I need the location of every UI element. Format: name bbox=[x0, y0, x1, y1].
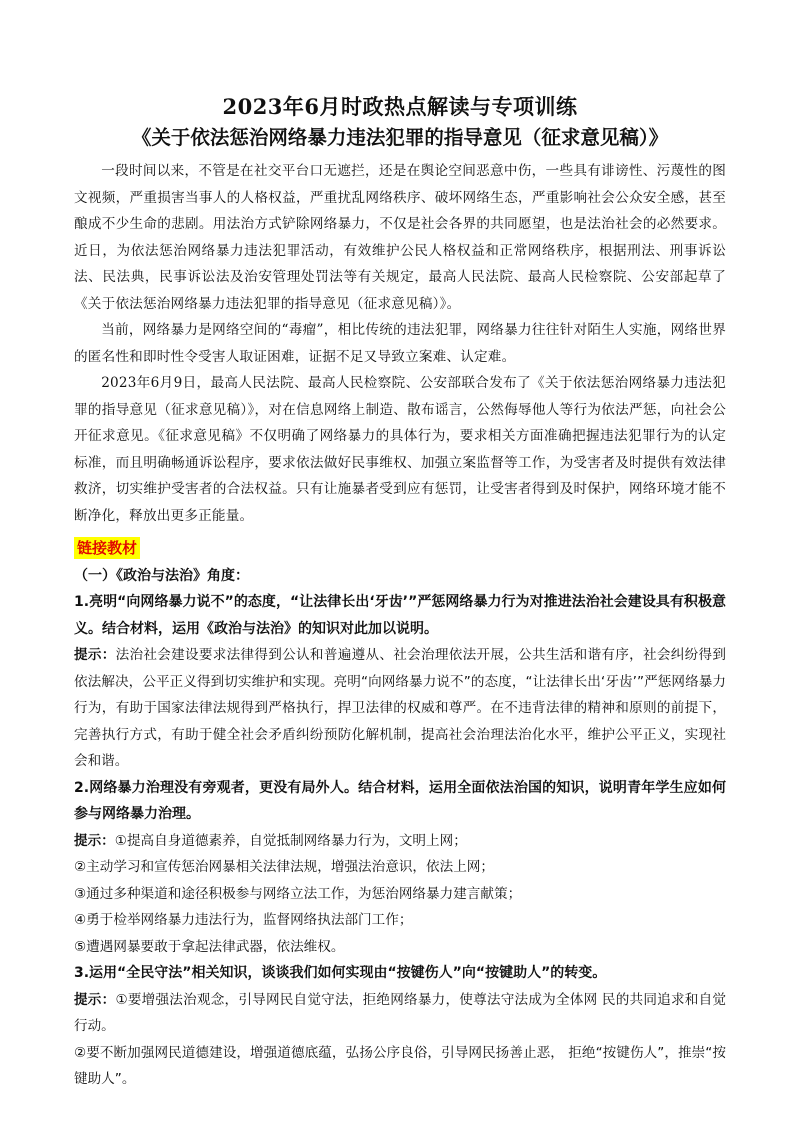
sub-heading: （一）《政治与法治》角度： bbox=[74, 568, 249, 584]
answer-2-item-3: ③通过多种渠道和途径积极参与网络立法工作，为惩治网络暴力建言献策； bbox=[74, 885, 522, 902]
page-title: 2023年6月时政热点解读与专项训练 bbox=[222, 94, 578, 119]
answer-2-item-text: ①提高自身道德素养，自觉抵制网络暴力行为，文明上网； bbox=[114, 832, 467, 849]
tip-label: 提示： bbox=[74, 832, 115, 849]
question-2: 2.网络暴力治理没有旁观者，更没有局外人。结合材料，运用全面依法治国的知识，说明青年学生应如何参与网络暴力治理。 bbox=[74, 779, 726, 822]
answer-3-item-text: ①要增强法治观念，引导网民自觉守法，拒绝网络暴力，使尊法守法成为全体网 民的共同追求和自觉行动。 bbox=[74, 991, 726, 1034]
section-tag: 链接教材 bbox=[74, 537, 140, 559]
answer-1 bbox=[74, 642, 726, 775]
intro-paragraph-2: 当前，网络暴力是网络空间的“毒瘤”，相比传统的违法犯罪，网络暴力往往针对陌生人实施，网络世界的匿名性和即时性令受害人取证困难，证据不足又导致立案难、认定难。 bbox=[74, 322, 726, 365]
answer-2-item-2: ②主动学习和宣传惩治网暴相关法律法规，增强法治意识，依法上网； bbox=[74, 859, 494, 875]
tip-label: 提示： bbox=[74, 991, 116, 1008]
answer-2-item-1 bbox=[74, 828, 726, 855]
answer-2-item-4: ④勇于检举网络暴力违法行为，监督网络执法部门工作； bbox=[74, 912, 413, 928]
answer-1-text: 法治社会建设要求法律得到公认和普遍遵从、社会治理依法开展，公共生活和谐有序，社会纠纷得到依法解决，公平正义得到切实维护和实现。亮明“向网络暴力说不”的态度，“让法律长出‘牙齿’”严惩网络暴力行为，有助于国家法律法规得到严格执行，捍卫法律的权威和尊严。在不违背法律的精神和原则的前提下，完善执行方式，有助于健全社会矛盾纠纷预防化解机制，提高社会治理法治化水平，维护公平正义，实现社会和谐。 bbox=[74, 647, 727, 769]
intro-section bbox=[74, 158, 726, 529]
answer-3-item-2: ②要不断加强网民道德建设，增强道德底蕴，弘扬公序良俗，引导网民扬善止恶， 拒绝“按键伤人”，推崇“按键助人”。 bbox=[74, 1044, 726, 1087]
tip-label: 提示： bbox=[74, 647, 116, 663]
intro-paragraph-1: 一段时间以来，不管是在社交平台口无遮拦，还是在舆论空间恶意中伤，一些具有诽谤性、污蔑性的图文视频，严重损害当事人的人格权益，严重扰乱网络秩序、破坏网络生态，严重影响社会公众安全感，甚至酿成不少生命的悲剧。用法治方式铲除网络暴力，不仅是社会各界的共同愿望，也是法治社会的必然要求。近日，为依法惩治网络暴力违法犯罪活动，有效维护公民人格权益和正常网络秩序，根据刑法、刑事诉讼法、民法典，民事诉讼法及治安管理处罚法等有关规定，最高人民法院、最高人民检察院、公安部起草了《关于依法惩治网络暴力违法犯罪的指导意见（征求意见稿）》。 bbox=[74, 163, 726, 312]
answer-2-item-5: ⑤遭遇网暴要敢于拿起法律武器，依法维权。 bbox=[74, 938, 345, 955]
question-1: 1.亮明“向网络暴力说不”的态度，“让法律长出‘牙齿’”严惩网络暴力行为对推进法治社会建设具有积极意义。结合材料，运用《政治与法治》的知识对此加以说明。 bbox=[74, 594, 726, 637]
question-3: 3.运用“全民守法”相关知识，谈谈我们如何实现由“按键伤人”向“按键助人”的转变。 bbox=[74, 965, 607, 981]
page-subtitle: 《关于依法惩治网络暴力违法犯罪的指导意见（征求意见稿）》 bbox=[131, 126, 669, 149]
answer-3-item-1 bbox=[74, 987, 726, 1040]
intro-paragraph-3: 2023年6月9日，最高人民法院、最高人民检察院、公安部联合发布了《关于依法惩治网络暴力违法犯罪的指导意见（征求意见稿）》，对在信息网络上制造、散布谣言，公然侮辱他人等行为依法严惩，向社会公开征求意见。《征求意见稿》不仅明确了网络暴力的具体行为，要求相关方面准确把握违法犯罪行为的认定标准，而且明确畅通诉讼程序，要求依法做好民事维权、加强立案监督等工作，为受害者及时提供有效法律救济，切实维护受害者的合法权益。只有让施暴者受到应有惩罚，让受害者得到及时保护，网络环境才能不断净化，释放出更多正能量。 bbox=[74, 375, 726, 524]
